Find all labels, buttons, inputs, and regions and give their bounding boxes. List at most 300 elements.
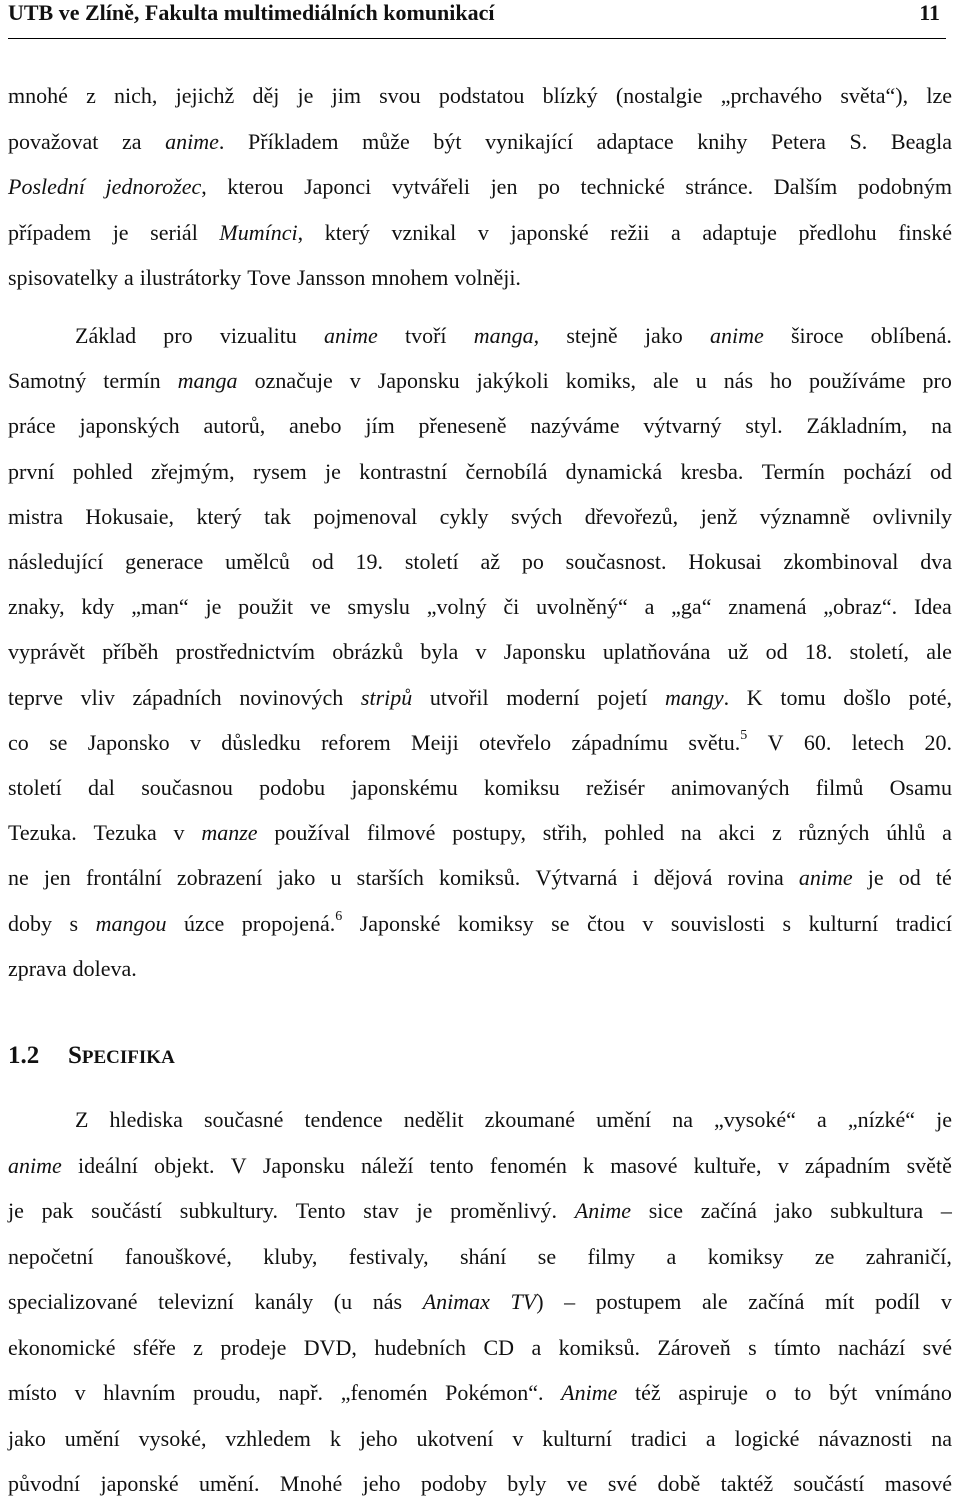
- word: podstatou: [438, 83, 525, 108]
- word: ne: [8, 865, 29, 891]
- word: považovat: [8, 128, 99, 154]
- word: masové: [610, 1152, 678, 1178]
- word: o: [765, 1380, 777, 1405]
- word: Základním,: [806, 413, 908, 439]
- word: mistra: [8, 503, 63, 529]
- word: prodeje: [220, 1334, 287, 1360]
- word: děj: [252, 83, 280, 108]
- word: „volný: [426, 594, 487, 620]
- word: doby: [8, 910, 52, 936]
- word: po: [538, 174, 560, 199]
- word: je: [205, 594, 222, 620]
- word: japonských: [79, 413, 180, 439]
- word: součástí: [793, 1471, 865, 1496]
- word: tomu: [780, 684, 826, 710]
- word: nepočetní: [8, 1243, 94, 1269]
- word: přeneseně: [418, 413, 507, 439]
- word: propojená.$^6$: [241, 909, 343, 936]
- footnote-marker[interactable]: 5: [740, 728, 748, 744]
- word: široce: [790, 323, 844, 348]
- word: [361, 684, 412, 712]
- word: je: [416, 1198, 433, 1223]
- text-line: [8, 412, 952, 440]
- word: jako: [277, 865, 316, 891]
- word: doleva.: [72, 955, 137, 981]
- word: kontrastní: [359, 458, 448, 484]
- word: který: [324, 219, 370, 245]
- word: součástí: [91, 1198, 163, 1223]
- word: [575, 1197, 631, 1225]
- word: utvořil: [429, 684, 489, 710]
- word: hlavním: [103, 1380, 176, 1405]
- word: úhlů: [886, 820, 926, 846]
- word: na: [672, 1107, 693, 1132]
- word: je: [8, 1198, 24, 1223]
- word: došlo: [843, 684, 891, 710]
- word: začíná: [700, 1198, 757, 1223]
- word: tak: [264, 503, 291, 529]
- word: návaznosti: [818, 1425, 913, 1451]
- word: subkultury.: [179, 1198, 278, 1223]
- word: vyprávět: [8, 639, 85, 665]
- word: DVD,: [303, 1334, 357, 1360]
- word: zobrazení: [176, 865, 263, 891]
- word: „ga“: [671, 594, 712, 620]
- word: taktéž: [720, 1471, 774, 1496]
- word: starších: [356, 865, 424, 891]
- italic-word: Animax: [422, 1289, 490, 1314]
- word: pojetí: [597, 684, 648, 710]
- word: finské: [898, 219, 952, 245]
- word: na: [931, 413, 952, 439]
- italic-word: anime: [165, 128, 219, 154]
- text-line: [75, 1106, 952, 1134]
- word: „obraz“.: [823, 594, 898, 620]
- word: pak: [41, 1198, 74, 1223]
- word: pohled: [72, 458, 133, 484]
- word: „vysoké“: [714, 1107, 796, 1132]
- text-line: [8, 684, 952, 712]
- word: nazýváme: [530, 413, 620, 439]
- word: světa“),: [840, 83, 909, 108]
- word: ve: [309, 594, 331, 620]
- word: kulturní: [542, 1425, 612, 1451]
- word: kdy: [81, 594, 115, 620]
- word: jím: [365, 413, 395, 439]
- word: termín: [103, 368, 161, 394]
- word: kluby,: [263, 1243, 318, 1269]
- section-title-initial: S: [68, 1042, 82, 1069]
- word: knihy: [697, 128, 748, 154]
- word: Japonci: [304, 174, 372, 199]
- word: západních: [132, 684, 222, 710]
- word: 60.: [803, 729, 832, 755]
- text-line: [8, 1243, 952, 1271]
- word: dřevořezů,: [584, 503, 679, 529]
- text-line: [8, 219, 952, 247]
- word: dějová: [653, 865, 713, 891]
- word: mít: [825, 1289, 855, 1314]
- word: případem: [8, 219, 92, 245]
- word: u: [330, 865, 342, 891]
- word: obrázků: [332, 639, 404, 665]
- word: od: [765, 639, 788, 665]
- word: původní: [8, 1471, 81, 1496]
- word: na: [931, 1425, 952, 1451]
- word: Zároveň: [657, 1334, 731, 1360]
- word: objekt.: [154, 1152, 215, 1178]
- word: oblíbená.: [870, 323, 952, 348]
- word: tradicí: [895, 910, 952, 936]
- word: tendence: [304, 1107, 383, 1132]
- word: fanouškové,: [124, 1243, 232, 1269]
- word: TV): [510, 1289, 544, 1314]
- word: Hokusai: [688, 549, 762, 574]
- word: za: [122, 128, 142, 154]
- word: v: [74, 1380, 86, 1405]
- text-line: [8, 1379, 952, 1407]
- word: generace: [125, 549, 204, 574]
- word: významně: [759, 503, 851, 529]
- word: umění: [64, 1425, 120, 1451]
- word: Meiji: [411, 729, 459, 755]
- word: [423, 1288, 490, 1316]
- word: jenž: [700, 503, 738, 529]
- italic-word: anime: [798, 865, 853, 891]
- text-line: [8, 1152, 952, 1180]
- word: sféře: [132, 1334, 176, 1360]
- word: pro: [163, 323, 193, 348]
- word: století,: [849, 639, 909, 665]
- word: svou: [379, 83, 421, 108]
- word: ale: [926, 639, 952, 665]
- word: Idea: [913, 594, 952, 620]
- italic-word: manze: [201, 820, 258, 846]
- word: shání: [459, 1243, 507, 1269]
- word: postupy,: [452, 820, 526, 846]
- word: hudebních: [374, 1334, 467, 1360]
- word: příběh: [102, 639, 159, 665]
- word: pro: [922, 368, 952, 394]
- word: znaky,: [8, 594, 65, 620]
- word: smyslu: [347, 594, 410, 620]
- section-number: 1.2: [8, 1042, 40, 1069]
- word: stav: [363, 1198, 399, 1223]
- word: v: [173, 820, 185, 846]
- word: Samotný: [8, 368, 87, 394]
- word: Tezuka.: [8, 820, 77, 846]
- word: Jansson: [296, 265, 366, 290]
- word: s: [748, 1334, 757, 1360]
- word: reforem: [321, 729, 391, 755]
- word: [8, 1152, 62, 1180]
- word: současné: [203, 1107, 284, 1132]
- word: umělců: [225, 549, 290, 574]
- word: Japonsku: [377, 368, 460, 394]
- text-line: [8, 82, 952, 110]
- word: ale: [701, 1289, 728, 1314]
- word: své: [607, 1471, 638, 1496]
- word: té: [935, 865, 952, 891]
- page-number: 11: [919, 0, 940, 25]
- word: V: [767, 729, 784, 755]
- word: černobílá: [465, 458, 548, 484]
- word: adaptuje: [702, 219, 777, 245]
- word: podíl: [875, 1289, 921, 1314]
- word: nich,: [114, 83, 158, 108]
- word: logické: [734, 1425, 800, 1451]
- text-line: [8, 173, 952, 201]
- word: Tezuka: [93, 820, 157, 846]
- word: japonské: [510, 219, 589, 245]
- word: světě: [906, 1152, 952, 1178]
- word: adaptace: [596, 128, 674, 154]
- word: se: [537, 1243, 557, 1269]
- word: [710, 322, 764, 350]
- word: znamená: [728, 594, 807, 620]
- word: k: [329, 1425, 341, 1451]
- word: Mnohé: [279, 1471, 343, 1496]
- word: až: [480, 549, 501, 574]
- word: „prchavého: [720, 83, 823, 108]
- word: ho: [770, 368, 793, 394]
- word: S.: [849, 128, 868, 154]
- word: ideální: [77, 1152, 138, 1178]
- word: v: [475, 639, 487, 665]
- word: Petera: [770, 128, 826, 154]
- word: Hokusaie,: [85, 503, 175, 529]
- italic-word: Mumínci: [219, 219, 298, 245]
- word: vynikající: [485, 128, 574, 154]
- word: a: [124, 265, 134, 290]
- word: střih,: [542, 820, 588, 846]
- word: styl.: [745, 413, 783, 439]
- word: a: [816, 1107, 827, 1132]
- section-title-rest: PECIFIKA: [81, 1047, 175, 1068]
- text-line: [8, 1470, 952, 1498]
- word: je: [297, 83, 314, 108]
- word: a: [942, 820, 952, 846]
- word: západnímu: [571, 729, 668, 755]
- footnote-marker[interactable]: 6: [335, 909, 343, 925]
- word: náleží: [360, 1152, 414, 1178]
- word: jako: [774, 1198, 813, 1223]
- word: zkombinoval: [783, 549, 899, 574]
- word: tvoří: [404, 323, 447, 348]
- word: je: [325, 458, 341, 484]
- text-line: [8, 910, 952, 938]
- text-line: [8, 819, 952, 847]
- word: novinových: [239, 684, 344, 710]
- text-line: [8, 367, 952, 395]
- word: výtvarný: [643, 413, 722, 439]
- word: též: [635, 1380, 661, 1405]
- word: a: [644, 594, 655, 620]
- word: lze: [926, 83, 952, 108]
- word: „man“: [131, 594, 189, 620]
- word: od: [929, 458, 952, 484]
- word: filmů: [815, 775, 864, 800]
- word: v: [477, 219, 489, 245]
- word: [799, 864, 853, 892]
- word: jako: [8, 1425, 46, 1451]
- word: který: [196, 503, 242, 529]
- word: (nostalgie: [615, 83, 703, 108]
- word: vizualitu: [219, 323, 297, 348]
- word: anime.: [165, 128, 225, 154]
- word: práce: [8, 413, 56, 439]
- word: Základ: [75, 323, 137, 348]
- word: po: [521, 549, 544, 574]
- text-line: [8, 864, 952, 892]
- word: pojmenoval: [313, 503, 418, 529]
- word: k: [583, 1152, 595, 1178]
- word: moderní: [506, 684, 580, 710]
- text-line: [8, 1334, 952, 1362]
- word: Tento: [295, 1198, 346, 1223]
- word: čtou: [587, 910, 625, 936]
- word: co: [8, 729, 29, 755]
- word: prostřednictvím: [175, 639, 315, 665]
- word: pochází: [843, 458, 912, 484]
- word: v: [940, 1289, 952, 1314]
- word: se: [49, 729, 68, 755]
- word: z: [193, 1334, 203, 1360]
- word: současnou: [141, 775, 233, 800]
- word: i: [632, 865, 639, 891]
- word: uvolněný“: [536, 594, 628, 620]
- word: kanály: [254, 1289, 314, 1314]
- word: svých: [510, 503, 563, 529]
- word: jen: [490, 174, 518, 199]
- word: a: [670, 219, 681, 245]
- word: kterou: [227, 174, 284, 199]
- word: dva: [920, 549, 952, 574]
- word: s: [69, 910, 79, 936]
- word: své: [922, 1334, 952, 1360]
- word: „fenomén: [340, 1380, 428, 1405]
- word: komiks,: [565, 368, 637, 394]
- word: použit: [238, 594, 294, 620]
- word: seriál: [150, 219, 198, 245]
- word: postupem: [595, 1289, 682, 1314]
- word: rysem: [252, 458, 307, 484]
- word: století: [8, 775, 62, 800]
- word: Japonsku: [503, 639, 586, 665]
- word: CD: [483, 1334, 515, 1360]
- word: podobu: [259, 775, 326, 800]
- word: televizní: [158, 1289, 234, 1314]
- italic-word: TV: [510, 1289, 537, 1314]
- word: vzhledem: [225, 1425, 311, 1451]
- word: tento: [429, 1152, 474, 1178]
- text-line: [75, 322, 952, 350]
- word: komiksy: [707, 1243, 784, 1269]
- word: japonskému: [351, 775, 458, 800]
- italic-word: anime: [709, 323, 764, 348]
- word: stránce.: [685, 174, 754, 199]
- italic-word: anime: [8, 1152, 62, 1178]
- word: 18.: [804, 639, 833, 665]
- word: pohled: [604, 820, 665, 846]
- word: „nízké“: [847, 1107, 915, 1132]
- word: byly: [507, 1471, 547, 1496]
- word: nás: [723, 368, 754, 394]
- word: tradici: [630, 1425, 688, 1451]
- word: to: [794, 1380, 812, 1405]
- header-title: UTB ve Zlíně, Fakulta multimediálních komunikací: [8, 0, 495, 25]
- word: proměnlivý.: [450, 1198, 558, 1223]
- word: 19.: [355, 549, 384, 574]
- word: Výtvarná: [535, 865, 618, 891]
- word: umění: [596, 1107, 652, 1132]
- word: v: [777, 1152, 789, 1178]
- word: a: [666, 1243, 677, 1269]
- word: nedělit: [403, 1107, 464, 1132]
- word: sice: [648, 1198, 683, 1223]
- word: anebo: [289, 413, 342, 439]
- word: [324, 322, 378, 350]
- word: v: [349, 368, 361, 394]
- word: vliv: [80, 684, 115, 710]
- word: následující: [8, 549, 104, 574]
- word: subkultura: [830, 1198, 924, 1223]
- word: být: [433, 128, 462, 154]
- word: Japonské: [359, 910, 441, 936]
- word: předlohu: [798, 219, 877, 245]
- word: úzce: [183, 910, 225, 936]
- word: se: [551, 910, 570, 936]
- word: Beagla: [890, 128, 952, 154]
- word: důsledku: [221, 729, 301, 755]
- word: –: [564, 1289, 576, 1314]
- word: režii: [610, 219, 650, 245]
- word: otevřelo: [479, 729, 552, 755]
- word: dynamická: [565, 458, 663, 484]
- word: aspiruje: [678, 1380, 748, 1405]
- word: používáme: [809, 368, 906, 394]
- word: [201, 819, 257, 847]
- text-line: [8, 955, 952, 983]
- word: festivaly,: [348, 1243, 429, 1269]
- text-line: [8, 548, 952, 576]
- word: kulturní: [808, 910, 879, 936]
- word: filmy: [587, 1243, 636, 1269]
- word: komiksy: [457, 910, 534, 936]
- word: umění.: [199, 1471, 260, 1496]
- word: [96, 910, 167, 938]
- word: a: [705, 1425, 716, 1451]
- italic-word: manga: [473, 323, 534, 348]
- word: [8, 173, 85, 201]
- word: u: [695, 368, 707, 394]
- word: Pokémon“.: [445, 1380, 544, 1405]
- word: režisér: [586, 775, 645, 800]
- word: tímto: [774, 1334, 821, 1360]
- section-heading: [8, 1040, 175, 1074]
- word: Mumínci,: [219, 219, 304, 245]
- word: v: [642, 910, 654, 936]
- text-line: [8, 264, 952, 292]
- word: uplatňována: [602, 639, 711, 665]
- word: jakýkoli: [476, 368, 549, 394]
- word: z: [86, 83, 96, 108]
- word: specializované: [8, 1289, 138, 1314]
- word: zahraničí,: [865, 1243, 952, 1269]
- word: kresba.: [680, 458, 744, 484]
- word: ze: [814, 1243, 835, 1269]
- word: v: [189, 729, 201, 755]
